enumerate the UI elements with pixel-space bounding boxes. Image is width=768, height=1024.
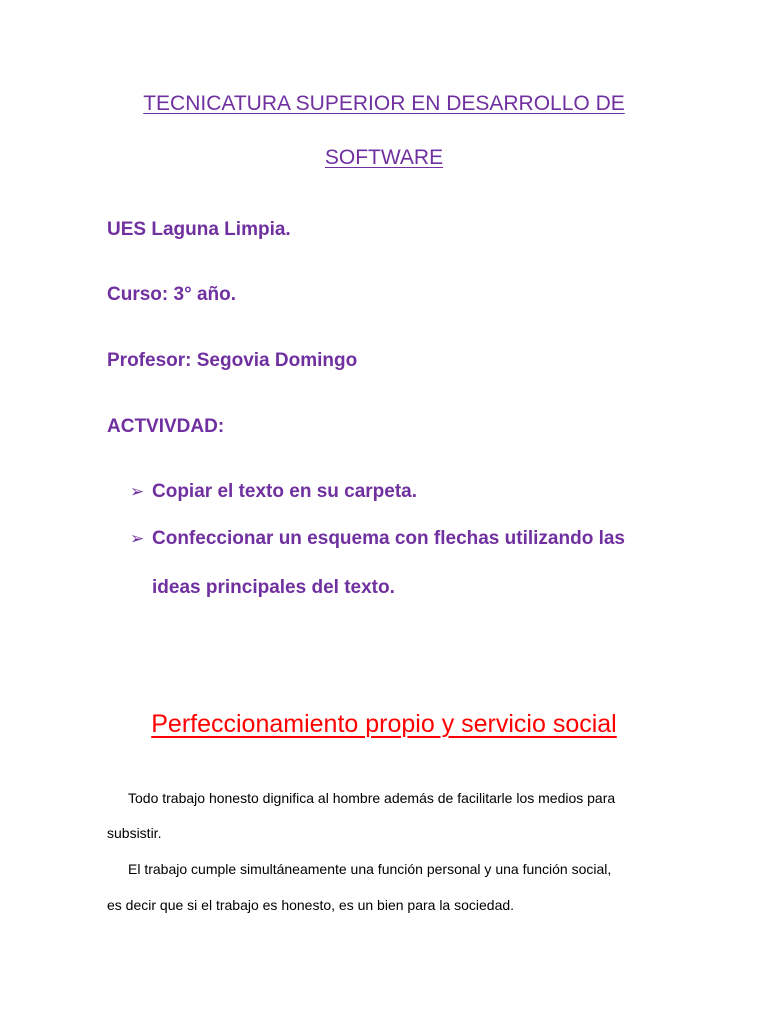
title-line-2: SOFTWARE (324, 146, 444, 169)
paragraph-2-line-1: El trabajo cumple simultáneamente una función personal y una función social, (128, 861, 612, 877)
title-line-1: TECNICATURA SUPERIOR EN DESARROLLO DE (143, 92, 625, 115)
activity-heading: ACTVIVDAD: (107, 416, 225, 437)
section-title: Perfeccionamiento propio y servicio social (151, 710, 617, 738)
teacher-label: Profesor: Segovia Domingo (107, 350, 358, 371)
activity-item-2-text: Confeccionar un esquema con flechas utilizando las (152, 528, 625, 549)
school-name: UES Laguna Limpia. (107, 219, 291, 240)
activity-item-1 (130, 481, 417, 503)
activity-item-2 (130, 528, 625, 550)
course-label: Curso: 3° año. (107, 284, 237, 305)
arrow-bullet-icon: ➢ (130, 482, 145, 501)
activity-item-1-text: Copiar el texto en su carpeta. (152, 481, 418, 502)
paragraph-2-line-2: es decir que si el trabajo es honesto, es un bien para la sociedad. (107, 897, 515, 913)
arrow-bullet-icon: ➢ (130, 529, 145, 548)
paragraph-1-line-2: subsistir. (107, 825, 162, 841)
paragraph-1-line-1: Todo trabajo honesto dignifica al hombre además de facilitarle los medios para (128, 790, 616, 806)
activity-item-2-continuation: ideas principales del texto. (152, 577, 395, 598)
